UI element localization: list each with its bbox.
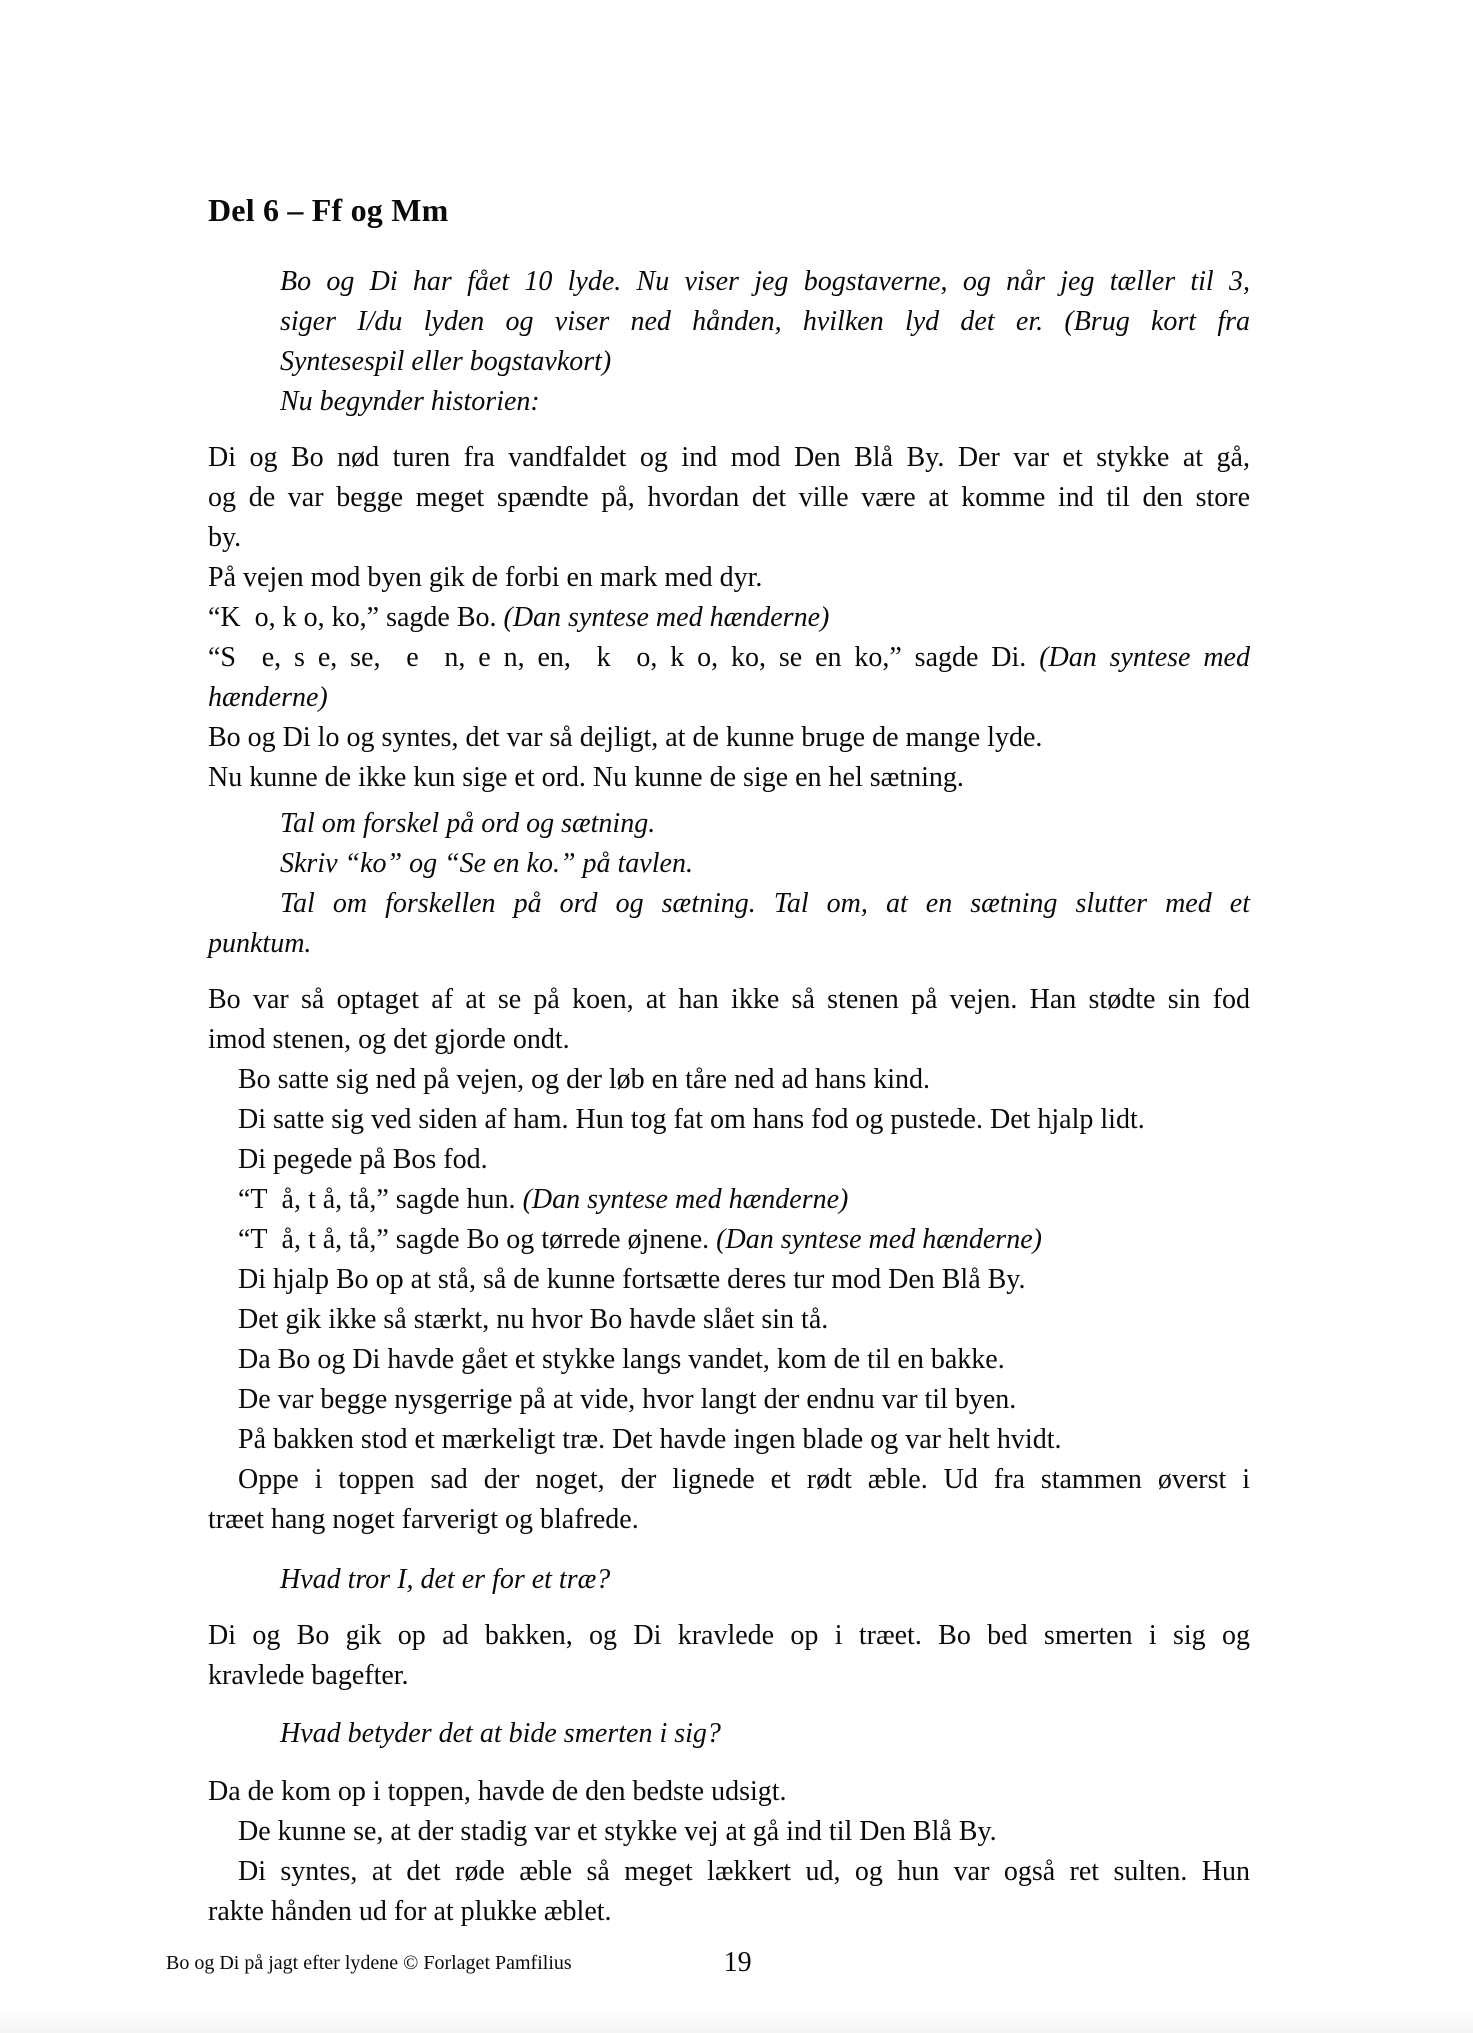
text-segment: træet hang noget farverigt og blafrede. [208,1504,639,1535]
text-segment: Di og Bo gik op ad bakken, og Di kravlede op i træet. Bo bed smerten i sig og [208,1620,1250,1651]
text-segment: Di pegede på Bos fod. [238,1144,488,1175]
story-paragraph-4 [208,1772,1250,1932]
text-segment: “T å, t å, tå,” sagde Bo og tørrede øjnene. [238,1224,717,1255]
italic-text-segment: Bo og Di har fået 10 lyde. Nu viser jeg bogstaverne, og når jeg tæller til 3, [280,266,1250,297]
story-paragraph-3 [208,1616,1250,1696]
text-line [208,382,1250,422]
text-line [208,980,1250,1020]
footer-credit: Bo og Di på jagt efter lydene © Forlaget Pamfilius [166,1952,572,1974]
text-line [208,1772,1250,1812]
story-paragraph-2 [208,980,1250,1540]
text-segment: imod stenen, og det gjorde ondt. [208,1024,570,1055]
text-segment: “S e, s e, se, e n, e n, en, k o, k o, ko, se en ko,” sagde Di. [208,642,1040,673]
italic-text-segment: Tal om forskellen på ord og sætning. Tal om, at en sætning slutter med et [280,888,1250,919]
text-line [208,558,1250,598]
italic-text-segment: (Dan syntese med [1039,642,1250,673]
text-segment: rakte hånden ud for at plukke æblet. [208,1896,612,1927]
page-bottom-shadow [0,2011,1473,2033]
text-segment: Bo satte sig ned på vejen, og der løb en tåre ned ad hans kind. [238,1064,931,1095]
document-body [208,0,1250,1932]
italic-text-segment: Skriv “ko” og “Se en ko.” på tavlen. [280,848,693,879]
text-segment: De kunne se, at der stadig var et stykke vej at gå ind til Den Blå By. [238,1816,997,1847]
text-line [208,1656,1250,1696]
section-title: Del 6 – Ff og Mm [208,192,449,228]
text-segment: Di og Bo nød turen fra vandfaldet og ind mod Den Blå By. Der var et stykke at gå, [208,442,1250,473]
text-line [208,1380,1250,1420]
text-segment: by. [208,522,242,553]
story-paragraph-1 [208,438,1250,798]
italic-text-segment: Nu begynder historien: [280,386,540,417]
text-line [208,478,1250,518]
text-segment: kravlede bagefter. [208,1660,409,1691]
text-segment: “T å, t å, tå,” sagde hun. [238,1184,523,1215]
text-segment: På vejen mod byen gik de forbi en mark med dyr. [208,562,763,593]
text-line [208,1714,1250,1754]
text-line [208,1100,1250,1140]
italic-text-segment: Syntesespil eller bogstavkort) [280,346,612,377]
text-line [208,1892,1250,1932]
text-line [208,262,1250,302]
italic-text-segment: (Dan syntese med hænderne) [716,1224,1042,1255]
text-line [208,884,1250,924]
page-number: 19 [723,1947,752,1978]
italic-text-segment: Tal om forskel på ord og sætning. [280,808,656,839]
text-segment: Di hjalp Bo op at stå, så de kunne fortsætte deres tur mod Den Blå By. [238,1264,1026,1295]
text-line [208,1140,1250,1180]
text-segment: Det gik ikke så stærkt, nu hvor Bo havde slået sin tå. [238,1304,829,1335]
text-line [208,1616,1250,1656]
text-line [208,718,1250,758]
text-line [208,1500,1250,1540]
text-segment: Bo var så optaget af at se på koen, at han ikke så stenen på vejen. Han stødte sin fod [208,984,1250,1015]
italic-text-segment: (Dan syntese med hænderne) [522,1184,849,1215]
text-line [208,302,1250,342]
text-segment: og de var begge meget spændte på, hvordan det ville være at komme ind til den store [208,482,1250,513]
text-line [208,342,1250,382]
question-tree [208,1560,1250,1600]
text-segment: Da de kom op i toppen, havde de den bedste udsigt. [208,1776,787,1807]
text-line [208,1300,1250,1340]
text-line [208,1420,1250,1460]
italic-text-segment: punktum. [208,928,312,959]
italic-text-segment: Hvad tror I, det er for et træ? [280,1564,611,1595]
italic-text-segment: hænderne) [208,682,328,713]
text-segment: “K o, k o, ko,” sagde Bo. [208,602,504,633]
text-segment: Da Bo og Di havde gået et stykke langs vandet, kom de til en bakke. [238,1344,1005,1375]
text-line [208,758,1250,798]
text-line [208,638,1250,678]
italic-text-segment: siger I/du lyden og viser ned hånden, hvilken lyd det er. (Brug kort fra [280,306,1250,337]
text-line [208,844,1250,884]
text-line [208,1460,1250,1500]
text-line [208,924,1250,964]
text-segment: De var begge nysgerrige på at vide, hvor langt der endnu var til byen. [238,1384,1017,1415]
question-pain [208,1714,1250,1754]
text-segment: Di satte sig ved siden af ham. Hun tog fat om hans fod og pustede. Det hjalp lidt. [238,1104,1145,1135]
text-line [208,678,1250,718]
text-line [208,1260,1250,1300]
text-segment: På bakken stod et mærkeligt træ. Det havde ingen blade og var helt hvidt. [238,1424,1062,1455]
text-segment: Nu kunne de ikke kun sige et ord. Nu kunne de sige en hel sætning. [208,762,964,793]
italic-text-segment: Hvad betyder det at bide smerten i sig? [280,1718,721,1749]
text-line [208,1852,1250,1892]
text-segment: Oppe i toppen sad der noget, der lignede et rødt æble. Ud fra stammen øverst i [238,1464,1250,1495]
text-line [208,1020,1250,1060]
text-line [208,438,1250,478]
text-line [208,1060,1250,1100]
text-line [208,1220,1250,1260]
page-footer [166,1948,1307,1988]
text-line [208,1560,1250,1600]
text-line [208,518,1250,558]
text-line [208,1180,1250,1220]
text-line [208,804,1250,844]
text-line [208,1812,1250,1852]
text-line [208,598,1250,638]
teacher-instruction-intro [208,262,1250,422]
text-line [208,1340,1250,1380]
italic-text-segment: (Dan syntese med hænderne) [503,602,830,633]
text-segment: Bo og Di lo og syntes, det var så dejligt, at de kunne bruge de mange lyde. [208,722,1043,753]
teacher-instruction-word-sentence [208,804,1250,964]
text-segment: Di syntes, at det røde æble så meget lækkert ud, og hun var også ret sulten. Hun [238,1856,1250,1887]
